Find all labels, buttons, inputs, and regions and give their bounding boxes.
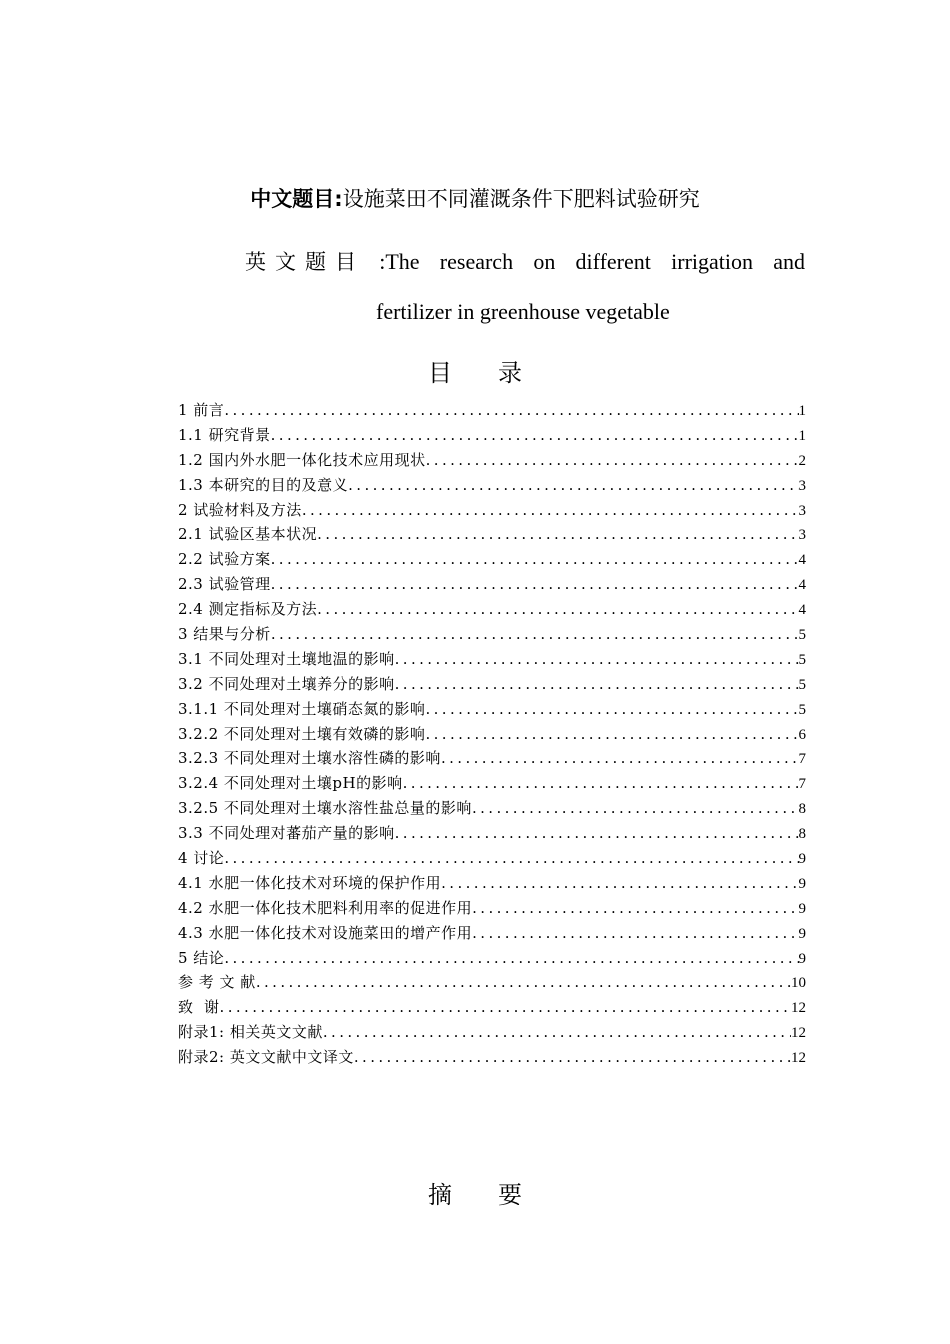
toc-entry[interactable] xyxy=(178,796,806,821)
toc-dot-leader xyxy=(317,522,798,547)
toc-entry[interactable] xyxy=(178,946,806,971)
english-title-label: 英文题目 xyxy=(245,250,365,274)
toc-entry[interactable] xyxy=(178,697,806,722)
abstract-heading-char: 要 xyxy=(498,1181,522,1209)
toc-dot-leader xyxy=(472,896,798,921)
toc-dot-leader xyxy=(220,995,791,1020)
toc-entry[interactable] xyxy=(178,498,806,523)
toc-entry-label: 2.2 试验方案 xyxy=(178,550,271,569)
toc-entry[interactable] xyxy=(178,921,806,946)
toc-entry[interactable] xyxy=(178,398,806,423)
toc-entry[interactable] xyxy=(178,572,806,597)
toc-dot-leader xyxy=(395,672,799,697)
toc-entry-label: 3.2.5 不同处理对土壤水溶性盐总量的影响 xyxy=(178,799,472,818)
toc-entry-label: 4.2 水肥一体化技术肥料利用率的促进作用 xyxy=(178,898,473,917)
toc-entry[interactable] xyxy=(178,722,806,747)
toc-entry-label: 2.3 试验管理 xyxy=(178,575,271,594)
toc-entry[interactable] xyxy=(178,771,806,796)
toc-entry[interactable] xyxy=(178,1020,806,1045)
toc-entry-page: 4 xyxy=(798,602,806,619)
toc-entry-page: 3 xyxy=(798,502,806,519)
toc-entry-label: 2 试验材料及方法 xyxy=(178,500,302,519)
abstract-heading xyxy=(0,1180,950,1210)
toc-entry-label: 参 考 文 献 xyxy=(178,973,256,992)
toc-entry[interactable] xyxy=(178,647,806,672)
toc-entry-label: 1 前言 xyxy=(178,401,225,419)
toc-entry-label: 1.2 国内外水肥一体化技术应用现状 xyxy=(178,450,426,469)
toc-dot-leader xyxy=(425,697,798,722)
chinese-title-label: 中文题目: xyxy=(250,187,343,211)
toc-dot-leader xyxy=(317,597,798,622)
abstract-heading-char: 摘 xyxy=(428,1181,452,1209)
toc-dot-leader xyxy=(271,622,799,647)
english-title-word: :The xyxy=(379,249,420,274)
toc-entry[interactable] xyxy=(178,522,806,547)
toc-entry[interactable] xyxy=(178,896,806,921)
toc-entry-page: 12 xyxy=(791,1050,806,1067)
toc-entry-label: 2.1 试验区基本状况 xyxy=(178,525,318,544)
toc-entry-label: 1.3 本研究的目的及意义 xyxy=(178,475,349,494)
toc-entry-page: 9 xyxy=(798,875,806,892)
english-title-line-1 xyxy=(245,247,805,277)
toc-entry[interactable] xyxy=(178,547,806,572)
toc-entry[interactable] xyxy=(178,423,806,448)
toc-entry-label: 5 结论 xyxy=(178,948,225,967)
toc-dot-leader xyxy=(323,1020,791,1045)
toc-dot-leader xyxy=(395,647,799,672)
english-title-word: research xyxy=(439,249,514,274)
toc-dot-leader xyxy=(395,821,799,846)
toc-dot-leader xyxy=(224,946,798,971)
toc-entry-page: 5 xyxy=(798,627,806,644)
toc-entry-page: 8 xyxy=(798,801,806,818)
toc-dot-leader xyxy=(426,448,799,473)
toc-entry-label: 3.1 不同处理对土壤地温的影响 xyxy=(178,649,395,668)
toc-heading-char: 目 xyxy=(428,359,452,387)
toc-entry-page: 1 xyxy=(798,403,806,419)
toc-dot-leader xyxy=(271,547,799,572)
toc-entry-label: 致 谢 xyxy=(178,998,220,1017)
toc-entry-label: 3.3 不同处理对蕃茄产量的影响 xyxy=(178,824,395,843)
toc-entry[interactable] xyxy=(178,622,806,647)
toc-entry-page: 9 xyxy=(798,950,806,967)
toc-entry-page: 9 xyxy=(798,900,806,917)
chinese-title-text: 设施菜田不同灌溉条件下肥料试验研究 xyxy=(342,187,700,211)
toc-entry[interactable] xyxy=(178,871,806,896)
toc-entry-label: 3 结果与分析 xyxy=(178,625,271,644)
english-title-word: different xyxy=(575,249,651,274)
toc-dot-leader xyxy=(441,871,798,896)
toc-heading xyxy=(0,358,950,388)
toc-entry-label: 3.1.1 不同处理对土壤硝态氮的影响 xyxy=(178,699,426,718)
toc-entry[interactable] xyxy=(178,597,806,622)
toc-entry-label: 3.2.4 不同处理对土壤pH的影响 xyxy=(178,774,403,793)
toc-entry-label: 4.3 水肥一体化技术对设施菜田的增产作用 xyxy=(178,923,473,942)
toc-entry-page: 7 xyxy=(798,776,806,793)
toc-dot-leader xyxy=(354,1045,791,1070)
toc-dot-leader xyxy=(472,921,798,946)
toc-entry-page: 12 xyxy=(791,1025,806,1042)
toc-entry-page: 4 xyxy=(798,552,806,569)
toc-entry-label: 1.1 研究背景 xyxy=(178,425,271,444)
toc-entry-page: 1 xyxy=(798,427,806,444)
toc-dot-leader xyxy=(403,771,799,796)
toc-dot-leader xyxy=(425,722,798,747)
toc-entry-page: 9 xyxy=(798,925,806,942)
toc-entry-label: 附录2: 英文文献中文译文 xyxy=(178,1048,354,1067)
toc-entry[interactable] xyxy=(178,746,806,771)
toc-dot-leader xyxy=(271,572,799,597)
toc-entry-label: 2.4 测定指标及方法 xyxy=(178,600,318,619)
toc-entry[interactable] xyxy=(178,1045,806,1070)
toc-entry[interactable] xyxy=(178,672,806,697)
toc-entry-page: 2 xyxy=(798,452,806,469)
toc-entry-page: 8 xyxy=(798,826,806,843)
toc-entry-label: 4.1 水肥一体化技术对环境的保护作用 xyxy=(178,873,442,892)
toc-entry-page: 5 xyxy=(798,676,806,693)
table-of-contents xyxy=(178,398,806,1070)
toc-entry[interactable] xyxy=(178,846,806,871)
toc-entry-page: 3 xyxy=(798,527,806,544)
toc-heading-char: 录 xyxy=(498,359,522,387)
toc-dot-leader xyxy=(348,473,798,498)
toc-entry[interactable] xyxy=(178,821,806,846)
toc-dot-leader xyxy=(271,423,799,448)
english-title-word: and xyxy=(773,249,805,274)
toc-entry-page: 12 xyxy=(791,1000,806,1017)
english-title-line-2: fertilizer in greenhouse vegetable xyxy=(376,299,670,324)
chinese-title xyxy=(0,184,950,214)
toc-entry-page: 9 xyxy=(798,851,806,868)
toc-entry-label: 3.2 不同处理对土壤养分的影响 xyxy=(178,674,395,693)
toc-entry[interactable] xyxy=(178,970,806,995)
toc-entry-page: 7 xyxy=(798,751,806,768)
toc-entry-page: 4 xyxy=(798,577,806,594)
english-title xyxy=(245,247,805,324)
toc-dot-leader xyxy=(224,398,798,423)
toc-entry-page: 5 xyxy=(798,651,806,668)
toc-dot-leader xyxy=(302,498,799,523)
toc-dot-leader xyxy=(256,970,791,995)
toc-entry[interactable] xyxy=(178,995,806,1020)
toc-entry-page: 6 xyxy=(798,726,806,743)
toc-entry-page: 10 xyxy=(791,975,806,992)
toc-entry-label: 4 讨论 xyxy=(178,849,225,868)
toc-entry[interactable] xyxy=(178,473,806,498)
toc-dot-leader xyxy=(472,796,799,821)
english-title-word: irrigation xyxy=(671,249,753,274)
toc-dot-leader xyxy=(224,846,798,871)
english-title-word: on xyxy=(533,249,556,274)
toc-entry-label: 3.2.2 不同处理对土壤有效磷的影响 xyxy=(178,724,426,743)
toc-entry-label: 3.2.3 不同处理对土壤水溶性磷的影响 xyxy=(178,749,441,768)
toc-entry-label: 附录1: 相关英文文献 xyxy=(178,1023,323,1042)
toc-entry-page: 3 xyxy=(798,477,806,494)
toc-dot-leader xyxy=(441,746,799,771)
toc-entry[interactable] xyxy=(178,448,806,473)
toc-entry-page: 5 xyxy=(798,701,806,718)
